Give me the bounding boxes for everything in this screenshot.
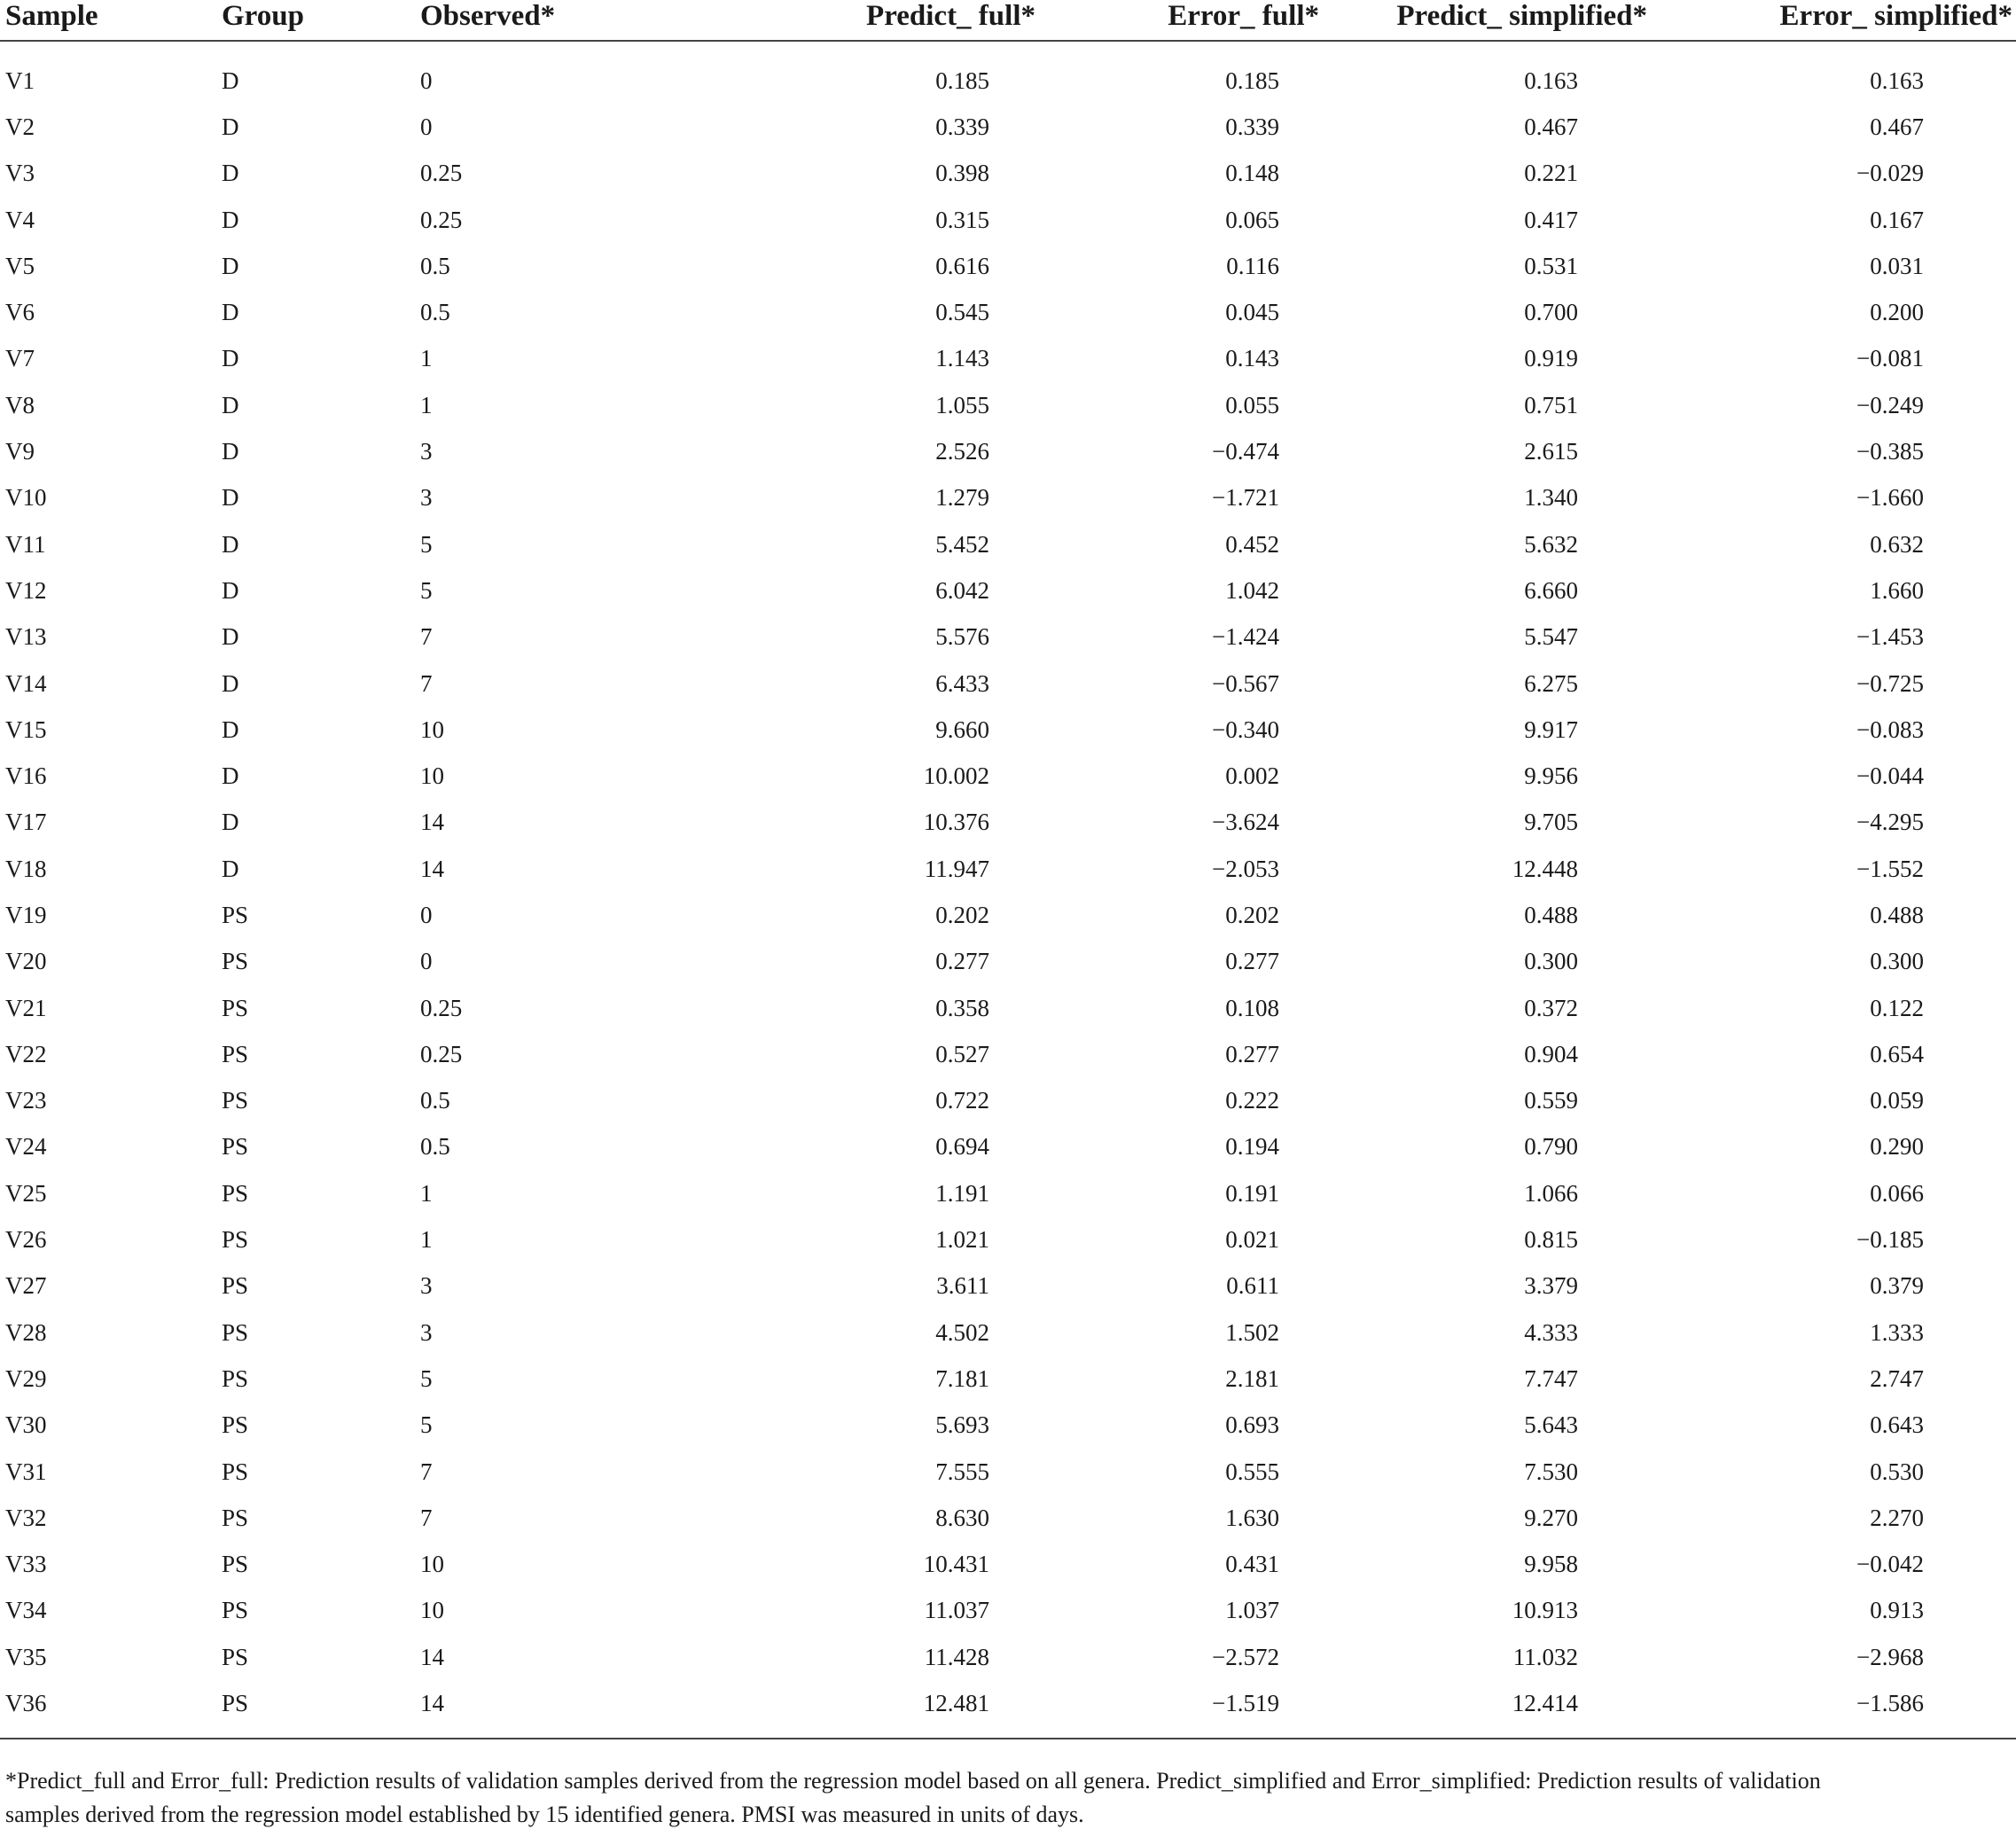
- cell-error-full: −1.519: [1035, 1680, 1319, 1738]
- cell-error-simplified: −1.552: [1856, 855, 1924, 882]
- cell-predict-full: 10.431: [923, 1551, 989, 1578]
- cell-group: D: [222, 715, 239, 743]
- cell-predict-simplified: 11.032: [1512, 1643, 1578, 1670]
- cell-error-simplified: −0.725: [1856, 669, 1924, 697]
- cell-group: D: [222, 623, 239, 651]
- cell-error-simplified: −0.042: [1856, 1551, 1924, 1578]
- cell-error-simplified: −0.044: [1856, 762, 1924, 790]
- table-row: [0, 336, 2016, 382]
- cell-predict-full: 0.527: [935, 1040, 989, 1067]
- cell-predict-full: 3.611: [936, 1272, 989, 1300]
- cell-predict-full: 10.376: [923, 809, 989, 836]
- cell-group: PS: [222, 1179, 249, 1207]
- cell-error-simplified: 0.066: [1870, 1179, 1924, 1207]
- table-row: [0, 892, 2016, 938]
- cell-predict-full: 5.693: [935, 1411, 989, 1439]
- cell-error-full: 0.339: [1225, 113, 1279, 140]
- cell-observed: 0: [420, 901, 433, 928]
- cell-observed: 0.25: [420, 1040, 463, 1067]
- cell-group: PS: [222, 1680, 420, 1738]
- cell-observed: 5: [420, 1364, 433, 1392]
- cell-predict-simplified: 1.066: [1524, 1179, 1578, 1207]
- cell-group: D: [222, 530, 239, 558]
- cell-predict-full: 6.433: [935, 669, 989, 697]
- cell-observed: 7: [420, 1504, 433, 1531]
- cell-error-full: 0.021: [1225, 1226, 1279, 1254]
- cell-group: PS: [222, 1364, 249, 1392]
- cell-predict-full: 6.042: [935, 576, 989, 604]
- cell-error-full: 1.042: [1225, 576, 1279, 604]
- cell-predict-full: 0.722: [935, 1087, 989, 1114]
- cell-sample: V28: [5, 1318, 47, 1346]
- cell-predict-full: 1.055: [935, 391, 989, 418]
- cell-group: D: [222, 299, 239, 326]
- cell-observed: 0: [420, 66, 433, 94]
- cell-sample: V3: [5, 160, 35, 187]
- cell-predict-simplified: 0.488: [1524, 901, 1578, 928]
- cell-error-simplified: 0.379: [1870, 1272, 1924, 1300]
- cell-predict-simplified: 9.705: [1524, 809, 1578, 836]
- cell-observed: 7: [420, 669, 433, 697]
- table-row: [0, 800, 2016, 846]
- cell-error-simplified: 0.167: [1870, 206, 1924, 233]
- cell-error-simplified: 1.333: [1870, 1318, 1924, 1346]
- cell-predict-full: 0.339: [935, 113, 989, 140]
- cell-error-full: 0.055: [1225, 391, 1279, 418]
- cell-group: D: [222, 762, 239, 790]
- cell-error-simplified: −1.586: [1647, 1680, 2016, 1738]
- table-row: [0, 1078, 2016, 1124]
- column-header-observed: Observed*: [420, 0, 647, 41]
- cell-predict-simplified: 9.917: [1524, 715, 1578, 743]
- cell-group: PS: [222, 1318, 249, 1346]
- cell-observed: 14: [420, 1680, 647, 1738]
- cell-sample: V36: [0, 1680, 222, 1738]
- cell-group: D: [222, 391, 239, 418]
- cell-sample: V19: [5, 901, 47, 928]
- cell-observed: 0.25: [420, 160, 463, 187]
- cell-sample: V23: [5, 1087, 47, 1114]
- table-body: [0, 41, 2016, 1739]
- cell-error-full: −0.474: [1212, 438, 1279, 465]
- header-row: [0, 0, 2016, 41]
- cell-sample: V9: [5, 438, 35, 465]
- cell-error-simplified: 2.747: [1870, 1364, 1924, 1392]
- cell-predict-full: 0.694: [935, 1133, 989, 1161]
- cell-observed: 0.25: [420, 994, 463, 1021]
- cell-predict-simplified: 0.163: [1524, 66, 1578, 94]
- cell-group: PS: [222, 1040, 249, 1067]
- cell-predict-full: 0.315: [935, 206, 989, 233]
- column-header-predict-simplified: Predict_ simplified*: [1319, 0, 1647, 41]
- table-row: [0, 382, 2016, 428]
- cell-predict-full: 12.481: [647, 1680, 1035, 1738]
- cell-predict-full: 1.143: [935, 345, 989, 372]
- cell-predict-simplified: 5.643: [1524, 1411, 1578, 1439]
- cell-predict-simplified: 1.340: [1524, 484, 1578, 512]
- table-row: [0, 104, 2016, 150]
- cell-predict-full: 11.428: [924, 1643, 989, 1670]
- cell-observed: 3: [420, 1318, 433, 1346]
- table-footnote: *Predict_full and Error_full: Prediction results of validation samples derived from the regression model based on all genera. Predict_simplified and Error_simplified: Prediction results of validation samples derived from the regression model established by 15 identified genera. PMSI was measured in units of days.: [5, 1768, 1821, 1827]
- table-row: [0, 197, 2016, 243]
- cell-error-simplified: 0.467: [1870, 113, 1924, 140]
- cell-error-simplified: −0.385: [1856, 438, 1924, 465]
- cell-predict-simplified: 9.270: [1524, 1504, 1578, 1531]
- cell-error-full: 0.222: [1225, 1087, 1279, 1114]
- cell-group: PS: [222, 1133, 249, 1161]
- cell-predict-simplified: 0.559: [1524, 1087, 1578, 1114]
- cell-predict-simplified: 0.372: [1524, 994, 1578, 1021]
- cell-predict-simplified: 6.660: [1524, 576, 1578, 604]
- cell-error-simplified: −0.083: [1856, 715, 1924, 743]
- cell-observed: 10: [420, 715, 444, 743]
- cell-group: PS: [222, 1411, 249, 1439]
- cell-error-full: 0.185: [1225, 66, 1279, 94]
- cell-observed: 5: [420, 1411, 433, 1439]
- cell-observed: 0.5: [420, 1087, 450, 1114]
- cell-sample: V6: [5, 299, 35, 326]
- cell-group: D: [222, 345, 239, 372]
- cell-sample: V11: [5, 530, 46, 558]
- table-row: [0, 151, 2016, 197]
- cell-predict-simplified: 0.300: [1524, 948, 1578, 975]
- cell-observed: 1: [420, 1179, 433, 1207]
- cell-sample: V15: [5, 715, 47, 743]
- cell-predict-full: 0.545: [935, 299, 989, 326]
- cell-observed: 10: [420, 762, 444, 790]
- cell-observed: 5: [420, 530, 433, 558]
- column-header-error-full: Error_ full*: [1035, 0, 1319, 41]
- column-header-predict-full: Predict_ full*: [647, 0, 1035, 41]
- cell-sample: V21: [5, 994, 47, 1021]
- cell-error-full: −2.572: [1212, 1643, 1279, 1670]
- cell-error-simplified: −1.453: [1856, 623, 1924, 651]
- cell-sample: V24: [5, 1133, 47, 1161]
- cell-observed: 1: [420, 1226, 433, 1254]
- cell-group: D: [222, 206, 239, 233]
- cell-observed: 7: [420, 623, 433, 651]
- cell-predict-full: 0.616: [935, 252, 989, 279]
- cell-sample: V5: [5, 252, 35, 279]
- cell-observed: 10: [420, 1551, 444, 1578]
- cell-group: D: [222, 855, 239, 882]
- cell-sample: V17: [5, 809, 47, 836]
- table-row: [0, 939, 2016, 985]
- cell-observed: 3: [420, 438, 433, 465]
- cell-error-full: −3.624: [1212, 809, 1279, 836]
- cell-observed: 7: [420, 1458, 433, 1485]
- cell-error-full: 0.431: [1225, 1551, 1279, 1578]
- table-row: [0, 1403, 2016, 1449]
- cell-predict-full: 10.002: [923, 762, 989, 790]
- table-row: [0, 985, 2016, 1031]
- cell-error-full: −1.424: [1212, 623, 1279, 651]
- cell-error-simplified: 0.913: [1870, 1597, 1924, 1624]
- cell-observed: 0: [420, 113, 433, 140]
- table-row: [0, 521, 2016, 567]
- column-header-group: Group: [222, 0, 420, 41]
- table-row: [0, 846, 2016, 892]
- table-row: [0, 289, 2016, 335]
- cell-error-full: 0.148: [1225, 160, 1279, 187]
- cell-sample: V31: [5, 1458, 47, 1485]
- cell-group: PS: [222, 1272, 249, 1300]
- cell-predict-simplified: 5.632: [1524, 530, 1578, 558]
- cell-observed: 14: [420, 809, 444, 836]
- cell-group: PS: [222, 1643, 249, 1670]
- cell-predict-simplified: 0.790: [1524, 1133, 1578, 1161]
- cell-group: D: [222, 252, 239, 279]
- cell-observed: 3: [420, 1272, 433, 1300]
- cell-error-full: 0.045: [1225, 299, 1279, 326]
- cell-error-simplified: −0.081: [1856, 345, 1924, 372]
- cell-error-full: 0.191: [1225, 1179, 1279, 1207]
- cell-sample: V27: [5, 1272, 47, 1300]
- cell-error-full: 0.108: [1225, 994, 1279, 1021]
- cell-predict-full: 11.037: [924, 1597, 989, 1624]
- cell-sample: V35: [5, 1643, 47, 1670]
- cell-observed: 1: [420, 345, 433, 372]
- cell-error-simplified: 0.300: [1870, 948, 1924, 975]
- cell-predict-full: 9.660: [935, 715, 989, 743]
- cell-predict-full: 0.202: [935, 901, 989, 928]
- cell-error-simplified: −4.295: [1856, 809, 1924, 836]
- cell-sample: V34: [5, 1597, 47, 1624]
- cell-sample: V20: [5, 948, 47, 975]
- table-row: [0, 1263, 2016, 1309]
- table-row: [0, 1170, 2016, 1216]
- cell-predict-full: 8.630: [935, 1504, 989, 1531]
- cell-error-simplified: 0.200: [1870, 299, 1924, 326]
- cell-predict-simplified: 9.958: [1524, 1551, 1578, 1578]
- cell-error-full: 0.002: [1225, 762, 1279, 790]
- cell-group: D: [222, 438, 239, 465]
- table-row: [0, 243, 2016, 289]
- cell-predict-full: 4.502: [935, 1318, 989, 1346]
- table-row: [0, 41, 2016, 104]
- table-row: [0, 1124, 2016, 1170]
- cell-error-simplified: 0.290: [1870, 1133, 1924, 1161]
- table-row: [0, 475, 2016, 521]
- cell-predict-simplified: 7.530: [1524, 1458, 1578, 1485]
- cell-error-simplified: 0.530: [1870, 1458, 1924, 1485]
- cell-predict-full: 5.576: [935, 623, 989, 651]
- cell-predict-simplified: 9.956: [1524, 762, 1578, 790]
- cell-predict-simplified: 0.904: [1524, 1040, 1578, 1067]
- cell-predict-simplified: 0.467: [1524, 113, 1578, 140]
- cell-error-full: 1.630: [1225, 1504, 1279, 1531]
- cell-sample: V33: [5, 1551, 47, 1578]
- cell-predict-simplified: 0.700: [1524, 299, 1578, 326]
- cell-error-full: 2.181: [1225, 1364, 1279, 1392]
- cell-error-full: 0.194: [1225, 1133, 1279, 1161]
- cell-error-full: 0.065: [1225, 206, 1279, 233]
- cell-observed: 0: [420, 948, 433, 975]
- cell-predict-simplified: 2.615: [1524, 438, 1578, 465]
- cell-predict-full: 0.277: [935, 948, 989, 975]
- table-header: [0, 0, 2016, 41]
- cell-error-full: 0.277: [1225, 1040, 1279, 1067]
- cell-observed: 14: [420, 1643, 444, 1670]
- table-row: [0, 1031, 2016, 1077]
- table-row: [0, 1495, 2016, 1541]
- cell-group: PS: [222, 1226, 249, 1254]
- cell-predict-full: 1.191: [935, 1179, 989, 1207]
- cell-predict-simplified: 0.815: [1524, 1226, 1578, 1254]
- table-row: [0, 1309, 2016, 1356]
- table-row: [0, 1449, 2016, 1495]
- cell-predict-full: 7.181: [935, 1364, 989, 1392]
- cell-error-full: 0.693: [1225, 1411, 1279, 1439]
- cell-error-simplified: 0.643: [1870, 1411, 1924, 1439]
- cell-observed: 0.5: [420, 299, 450, 326]
- cell-sample: V14: [5, 669, 47, 697]
- cell-predict-full: 7.555: [935, 1458, 989, 1485]
- cell-predict-simplified: 12.414: [1319, 1680, 1647, 1738]
- cell-predict-full: 0.398: [935, 160, 989, 187]
- cell-group: D: [222, 809, 239, 836]
- cell-sample: V16: [5, 762, 47, 790]
- cell-observed: 0.25: [420, 206, 463, 233]
- cell-observed: 10: [420, 1597, 444, 1624]
- table-row: [0, 1542, 2016, 1588]
- table-row: [0, 428, 2016, 474]
- cell-group: PS: [222, 1458, 249, 1485]
- column-header-error-simplified: Error_ simplified*: [1647, 0, 2016, 41]
- cell-error-full: −2.053: [1212, 855, 1279, 882]
- cell-error-simplified: 1.660: [1870, 576, 1924, 604]
- cell-error-full: −1.721: [1212, 484, 1279, 512]
- cell-error-simplified: 0.488: [1870, 901, 1924, 928]
- cell-sample: V7: [5, 345, 35, 372]
- table-row: [0, 567, 2016, 614]
- cell-predict-simplified: 10.913: [1512, 1597, 1578, 1624]
- cell-observed: 0.5: [420, 1133, 450, 1161]
- cell-error-simplified: −2.968: [1856, 1643, 1924, 1670]
- table-row: [0, 753, 2016, 799]
- cell-group: PS: [222, 901, 249, 928]
- cell-sample: V29: [5, 1364, 47, 1392]
- cell-sample: V12: [5, 576, 47, 604]
- table-row: [0, 1634, 2016, 1680]
- table-row: [0, 614, 2016, 661]
- cell-observed: 5: [420, 576, 433, 604]
- cell-sample: V18: [5, 855, 47, 882]
- cell-observed: 3: [420, 484, 433, 512]
- cell-predict-simplified: 0.751: [1524, 391, 1578, 418]
- table-row: [0, 1588, 2016, 1634]
- table-row: [0, 707, 2016, 753]
- cell-observed: 1: [420, 391, 433, 418]
- cell-predict-simplified: 4.333: [1524, 1318, 1578, 1346]
- table-row: [0, 1356, 2016, 1402]
- cell-sample: V26: [5, 1226, 47, 1254]
- cell-error-simplified: 0.031: [1870, 252, 1924, 279]
- cell-error-simplified: 0.654: [1870, 1040, 1924, 1067]
- cell-sample: V25: [5, 1179, 47, 1207]
- cell-predict-full: 0.185: [935, 66, 989, 94]
- cell-predict-full: 2.526: [935, 438, 989, 465]
- cell-error-simplified: 0.632: [1870, 530, 1924, 558]
- cell-group: D: [222, 669, 239, 697]
- cell-predict-simplified: 0.919: [1524, 345, 1578, 372]
- cell-group: PS: [222, 1551, 249, 1578]
- table-row: [0, 1216, 2016, 1262]
- cell-predict-simplified: 0.417: [1524, 206, 1578, 233]
- cell-group: PS: [222, 1087, 249, 1114]
- cell-group: D: [222, 66, 239, 94]
- cell-sample: V30: [5, 1411, 47, 1439]
- cell-error-full: 0.116: [1226, 252, 1279, 279]
- cell-error-simplified: 0.059: [1870, 1087, 1924, 1114]
- cell-error-full: 0.452: [1225, 530, 1279, 558]
- cell-error-simplified: −0.029: [1856, 160, 1924, 187]
- cell-predict-full: 5.452: [935, 530, 989, 558]
- cell-sample: V1: [5, 66, 35, 94]
- cell-predict-full: 11.947: [924, 855, 989, 882]
- cell-sample: V4: [5, 206, 35, 233]
- cell-error-full: −0.340: [1212, 715, 1279, 743]
- cell-error-simplified: 0.163: [1870, 66, 1924, 94]
- cell-error-full: 1.037: [1225, 1597, 1279, 1624]
- cell-sample: V32: [5, 1504, 47, 1531]
- cell-error-simplified: 2.270: [1870, 1504, 1924, 1531]
- cell-observed: 0.5: [420, 252, 450, 279]
- cell-sample: V22: [5, 1040, 47, 1067]
- cell-error-simplified: −1.660: [1856, 484, 1924, 512]
- cell-error-full: −0.567: [1212, 669, 1279, 697]
- cell-predict-simplified: 5.547: [1524, 623, 1578, 651]
- cell-sample: V2: [5, 113, 35, 140]
- table-row: [0, 1680, 2016, 1738]
- cell-sample: V8: [5, 391, 35, 418]
- cell-group: D: [222, 113, 239, 140]
- cell-group: D: [222, 576, 239, 604]
- column-header-sample: Sample: [0, 0, 222, 41]
- cell-group: PS: [222, 1504, 249, 1531]
- cell-group: PS: [222, 994, 249, 1021]
- cell-error-full: 0.202: [1225, 901, 1279, 928]
- cell-sample: V10: [5, 484, 47, 512]
- cell-group: PS: [222, 948, 249, 975]
- cell-error-simplified: −0.185: [1856, 1226, 1924, 1254]
- cell-error-full: 0.277: [1225, 948, 1279, 975]
- cell-predict-simplified: 0.531: [1524, 252, 1578, 279]
- cell-error-full: 0.555: [1225, 1458, 1279, 1485]
- cell-predict-simplified: 3.379: [1524, 1272, 1578, 1300]
- cell-predict-simplified: 7.747: [1524, 1364, 1578, 1392]
- cell-group: D: [222, 160, 239, 187]
- cell-error-simplified: −0.249: [1856, 391, 1924, 418]
- cell-group: PS: [222, 1597, 249, 1624]
- cell-sample: V13: [5, 623, 47, 651]
- cell-group: D: [222, 484, 239, 512]
- cell-error-full: 0.143: [1225, 345, 1279, 372]
- cell-predict-simplified: 0.221: [1524, 160, 1578, 187]
- cell-predict-full: 1.279: [935, 484, 989, 512]
- table-row: [0, 661, 2016, 707]
- cell-predict-simplified: 12.448: [1512, 855, 1578, 882]
- cell-error-simplified: 0.122: [1870, 994, 1924, 1021]
- cell-error-full: 1.502: [1225, 1318, 1279, 1346]
- cell-predict-simplified: 6.275: [1524, 669, 1578, 697]
- cell-error-full: 0.611: [1226, 1272, 1279, 1300]
- cell-observed: 14: [420, 855, 444, 882]
- cell-predict-full: 1.021: [935, 1226, 989, 1254]
- cell-predict-full: 0.358: [935, 994, 989, 1021]
